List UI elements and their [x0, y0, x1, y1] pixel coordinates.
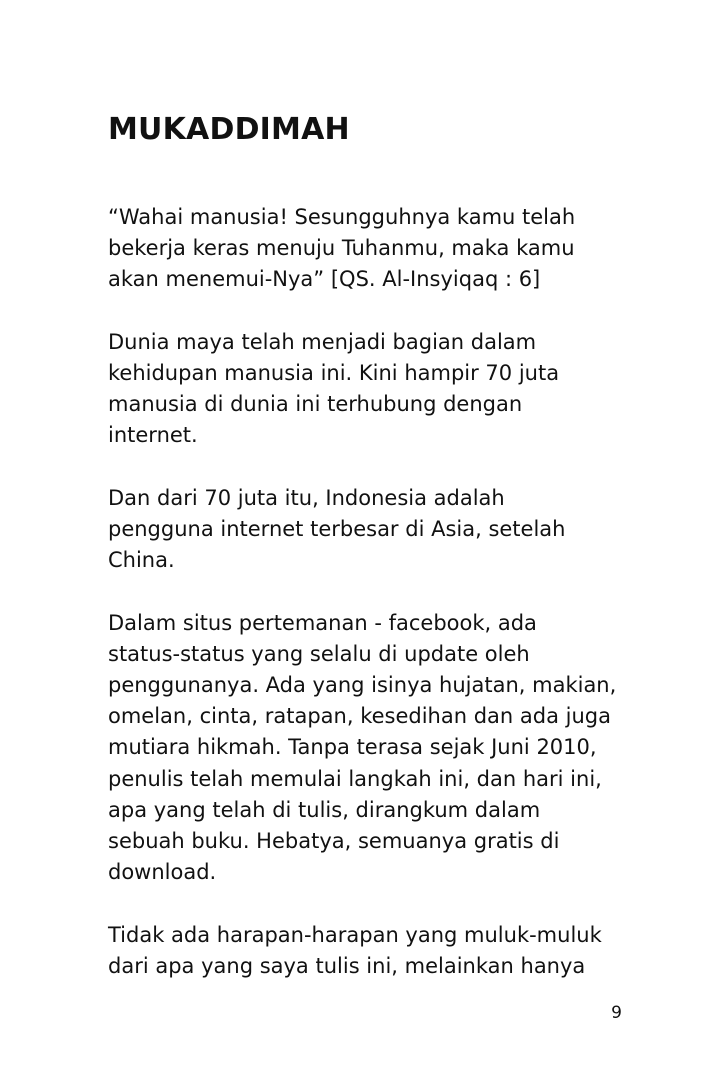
text-line: internet.	[108, 423, 198, 448]
text-line: bekerja keras menuju Tuhanmu, maka kamu	[108, 236, 575, 261]
paragraph-quote	[108, 202, 628, 296]
text-line: dari apa yang saya tulis ini, melainkan hanya	[108, 953, 586, 978]
paragraph	[108, 920, 628, 982]
paragraph	[108, 483, 628, 577]
page-title: MUKADDIMAH	[108, 112, 350, 147]
text-line: Dan dari 70 juta itu, Indonesia adalah	[108, 485, 505, 510]
body-text	[108, 202, 628, 1013]
text-line: China.	[108, 548, 175, 573]
text-line: mutiara hikmah. Tanpa terasa sejak Juni 2010,	[108, 735, 597, 760]
paragraph	[108, 327, 628, 452]
text-line: kehidupan manusia ini. Kini hampir 70 juta	[108, 361, 560, 385]
text-line: akan menemui-Nya” [QS. Al-Insyiqaq : 6]	[108, 267, 541, 292]
page-number: 9	[611, 1003, 622, 1023]
text-line: apa yang telah di tulis, dirangkum dalam	[108, 797, 541, 822]
text-line: penggunanya. Ada yang isinya hujatan, makian,	[108, 673, 617, 697]
text-line: pengguna internet terbesar di Asia, setelah	[108, 517, 566, 541]
text-line: penulis telah memulai langkah ini, dan hari ini,	[108, 766, 602, 791]
text-line: download.	[108, 860, 217, 885]
text-line: “Wahai manusia! Sesungguhnya kamu telah	[108, 205, 576, 229]
text-line: manusia di dunia ini terhubung dengan	[108, 392, 523, 417]
text-line: Dalam situs pertemanan - facebook, ada	[108, 610, 537, 635]
text-line: Tidak ada harapan-harapan yang muluk-muluk	[108, 922, 602, 947]
paragraph	[108, 608, 628, 889]
text-line: sebuah buku. Hebatya, semuanya gratis di	[108, 829, 560, 854]
text-line: status-status yang selalu di update oleh	[108, 641, 530, 666]
text-line: Dunia maya telah menjadi bagian dalam	[108, 329, 537, 354]
text-line: omelan, cinta, ratapan, kesedihan dan ada juga	[108, 704, 611, 729]
